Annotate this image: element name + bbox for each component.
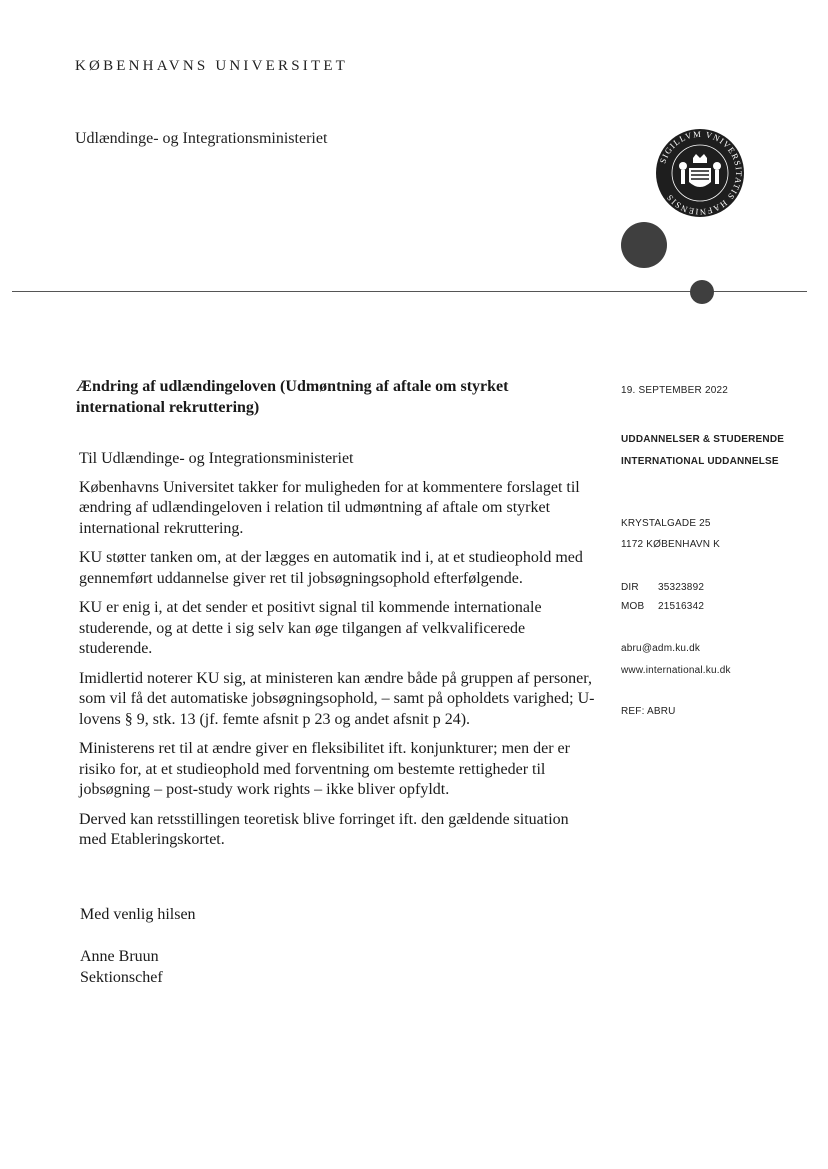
recipient-address: Udlændinge- og Integrationsministeriet (75, 130, 328, 147)
paragraph: Ministerens ret til at ændre giver en fleksibilitet ift. konjunkturer; men der er risiko for, at et studieophold med forventning om bestemte rettigheder til jobsøgning – post-study work rights – ikke bliver opfyldt. (79, 740, 570, 798)
letter-body (79, 449, 599, 860)
header-divider (12, 291, 807, 292)
seal-lettering: SIGILLVM VNIVERSITATIS HAFNIENSIS (657, 128, 745, 218)
paragraph: KU støtter tanken om, at der lægges en automatik ind i, at et studieophold med gennemført uddannelse giver ret til jobsøgningsophold efterfølgende. (79, 549, 583, 587)
signer-title: Sektionschef (80, 969, 163, 986)
decorative-dot (621, 222, 667, 268)
divider-dot (690, 280, 714, 304)
website-link[interactable]: www.international.ku.dk (621, 665, 731, 676)
paragraph: Københavns Universitet takker for muligheden for at kommentere forslaget til ændring af udlændingeloven i relation til udmøntning af aftale om styrket international rekruttering. (79, 478, 580, 537)
salutation: Til Udlændinge- og Integrationsministeriet (79, 450, 354, 467)
reference: REF: ABRU (621, 706, 676, 717)
signer-name: Anne Bruun (80, 948, 159, 965)
dir-value: 35323892 (658, 582, 705, 593)
paragraph: Imidlertid noterer KU sig, at ministeren kan ændre både på gruppen af personer, som vil få det automatiske jobsøgningsophold, – samt på opholdets varighed; U-lovens § 9, stk. 13 (jf. femte afsnit p 23 og andet afsnit p 24). (79, 669, 595, 728)
unit: INTERNATIONAL UDDANNELSE (621, 456, 779, 467)
paragraph: KU er enig i, at det sender et positivt signal til kommende internationale studerende, og at dette i sig selv kan øge tilgangen af velkvalificerede studerende. (79, 599, 542, 657)
dir-label: DIR (621, 582, 639, 593)
phone-dir (621, 582, 704, 593)
address-line-1: KRYSTALGADE 25 (621, 518, 711, 529)
mob-label: MOB (621, 601, 645, 612)
letter-subject: Ændring af udlændingeloven (Udmøntning af aftale om styrket international rekruttering) (76, 378, 509, 416)
department: UDDANNELSER & STUDERENDE (621, 434, 785, 445)
email-link[interactable]: abru@adm.ku.dk (621, 643, 701, 654)
phone-mob (621, 601, 704, 612)
paragraph: Derved kan retsstillingen teoretisk blive forringet ift. den gældende situation med Etableringskortet. (79, 810, 569, 848)
university-name: KØBENHAVNS UNIVERSITET (75, 58, 349, 74)
university-seal-icon (655, 128, 745, 218)
mob-value: 21516342 (658, 601, 705, 612)
address-line-2: 1172 KØBENHAVN K (621, 539, 720, 550)
letter-date: 19. SEPTEMBER 2022 (621, 385, 728, 396)
closing: Med venlig hilsen (80, 906, 196, 923)
